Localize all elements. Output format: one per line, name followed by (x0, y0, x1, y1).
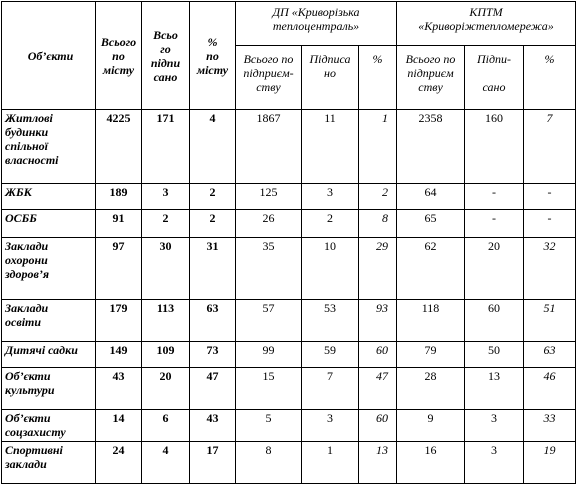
cell-city: 24 (96, 442, 142, 484)
cell-kptm-signed: 3 (465, 410, 524, 442)
row-name: Об’єкти соцзахисту (2, 410, 96, 442)
cell-kptm-pct: 19 (524, 442, 576, 484)
header-kptm-signed: Підпи- сано (465, 46, 524, 110)
header-group-dp: ДП «Криворізька теплоцентраль» (236, 2, 397, 46)
cell-dp-total: 35 (236, 238, 302, 300)
cell-dp-pct: 29 (359, 238, 397, 300)
cell-city: 4225 (96, 110, 142, 184)
cell-pct: 4 (190, 110, 236, 184)
cell-pct: 47 (190, 368, 236, 410)
cell-kptm-pct: - (524, 184, 576, 210)
cell-kptm-pct: - (524, 210, 576, 238)
cell-kptm-total: 118 (397, 300, 465, 342)
cell-dp-signed: 7 (302, 368, 359, 410)
cell-kptm-pct: 7 (524, 110, 576, 184)
cell-dp-total: 15 (236, 368, 302, 410)
cell-city: 97 (96, 238, 142, 300)
cell-dp-signed: 2 (302, 210, 359, 238)
row-name: ЖБК (2, 184, 96, 210)
cell-city: 179 (96, 300, 142, 342)
cell-city: 14 (96, 410, 142, 442)
cell-kptm-total: 64 (397, 184, 465, 210)
table-row (2, 410, 576, 442)
header-row-top (2, 2, 576, 46)
cell-dp-signed: 53 (302, 300, 359, 342)
cell-dp-pct: 60 (359, 342, 397, 368)
cell-dp-signed: 11 (302, 110, 359, 184)
statistics-table (1, 1, 576, 484)
cell-kptm-signed: 50 (465, 342, 524, 368)
cell-kptm-signed: 20 (465, 238, 524, 300)
cell-kptm-signed: 13 (465, 368, 524, 410)
cell-kptm-signed: - (465, 184, 524, 210)
row-name: Житлові будинки спільної власності (2, 110, 96, 184)
cell-kptm-total: 28 (397, 368, 465, 410)
header-objects: Об’єкти (2, 2, 96, 110)
cell-dp-total: 8 (236, 442, 302, 484)
cell-dp-signed: 10 (302, 238, 359, 300)
cell-kptm-total: 65 (397, 210, 465, 238)
cell-dp-total: 26 (236, 210, 302, 238)
cell-pct: 17 (190, 442, 236, 484)
header-total-city: Всього по місту (96, 2, 142, 110)
cell-kptm-total: 79 (397, 342, 465, 368)
cell-city: 43 (96, 368, 142, 410)
cell-signed: 6 (142, 410, 190, 442)
table-row (2, 210, 576, 238)
cell-dp-signed: 59 (302, 342, 359, 368)
cell-kptm-total: 62 (397, 238, 465, 300)
cell-city: 91 (96, 210, 142, 238)
table-row (2, 368, 576, 410)
cell-signed: 171 (142, 110, 190, 184)
cell-dp-signed: 3 (302, 184, 359, 210)
header-dp-signed: Підписа но (302, 46, 359, 110)
row-name: Дитячі садки (2, 342, 96, 368)
cell-pct: 2 (190, 184, 236, 210)
cell-city: 149 (96, 342, 142, 368)
header-dp-total-enterprise: Всього по підприєм- ству (236, 46, 302, 110)
cell-pct: 43 (190, 410, 236, 442)
cell-dp-pct: 13 (359, 442, 397, 484)
cell-kptm-pct: 32 (524, 238, 576, 300)
cell-kptm-signed: 60 (465, 300, 524, 342)
cell-pct: 31 (190, 238, 236, 300)
cell-dp-pct: 2 (359, 184, 397, 210)
row-name: Заклади освіти (2, 300, 96, 342)
cell-kptm-pct: 51 (524, 300, 576, 342)
cell-dp-signed: 3 (302, 410, 359, 442)
cell-kptm-total: 16 (397, 442, 465, 484)
cell-kptm-pct: 33 (524, 410, 576, 442)
cell-dp-pct: 47 (359, 368, 397, 410)
cell-dp-total: 99 (236, 342, 302, 368)
cell-signed: 20 (142, 368, 190, 410)
table-row (2, 442, 576, 484)
cell-city: 189 (96, 184, 142, 210)
cell-kptm-pct: 46 (524, 368, 576, 410)
header-group-kptm: КПТМ «Криворіжтепломережа» (397, 2, 576, 46)
cell-dp-pct: 60 (359, 410, 397, 442)
row-name: Заклади охорони здоров’я (2, 238, 96, 300)
cell-dp-pct: 1 (359, 110, 397, 184)
cell-signed: 2 (142, 210, 190, 238)
header-dp-percent: % (359, 46, 397, 110)
table-row (2, 342, 576, 368)
cell-kptm-signed: 3 (465, 442, 524, 484)
table-row (2, 184, 576, 210)
cell-pct: 2 (190, 210, 236, 238)
cell-dp-total: 1867 (236, 110, 302, 184)
header-percent-city: % по місту (190, 2, 236, 110)
header-kptm-percent: % (524, 46, 576, 110)
cell-signed: 109 (142, 342, 190, 368)
table-row (2, 300, 576, 342)
row-name: Об’єкти культури (2, 368, 96, 410)
row-name: ОСББ (2, 210, 96, 238)
cell-kptm-total: 9 (397, 410, 465, 442)
cell-pct: 63 (190, 300, 236, 342)
cell-dp-total: 125 (236, 184, 302, 210)
cell-kptm-signed: - (465, 210, 524, 238)
cell-dp-pct: 8 (359, 210, 397, 238)
cell-signed: 30 (142, 238, 190, 300)
cell-dp-total: 57 (236, 300, 302, 342)
table-row (2, 110, 576, 184)
cell-kptm-signed: 160 (465, 110, 524, 184)
row-name: Спортивні заклади (2, 442, 96, 484)
cell-signed: 3 (142, 184, 190, 210)
cell-signed: 4 (142, 442, 190, 484)
cell-dp-signed: 1 (302, 442, 359, 484)
cell-dp-pct: 93 (359, 300, 397, 342)
cell-signed: 113 (142, 300, 190, 342)
table-row (2, 238, 576, 300)
header-kptm-total-enterprise: Всього по підприєм ству (397, 46, 465, 110)
header-signed-total: Всьо го підпи сано (142, 2, 190, 110)
cell-kptm-pct: 63 (524, 342, 576, 368)
cell-kptm-total: 2358 (397, 110, 465, 184)
cell-dp-total: 5 (236, 410, 302, 442)
cell-pct: 73 (190, 342, 236, 368)
